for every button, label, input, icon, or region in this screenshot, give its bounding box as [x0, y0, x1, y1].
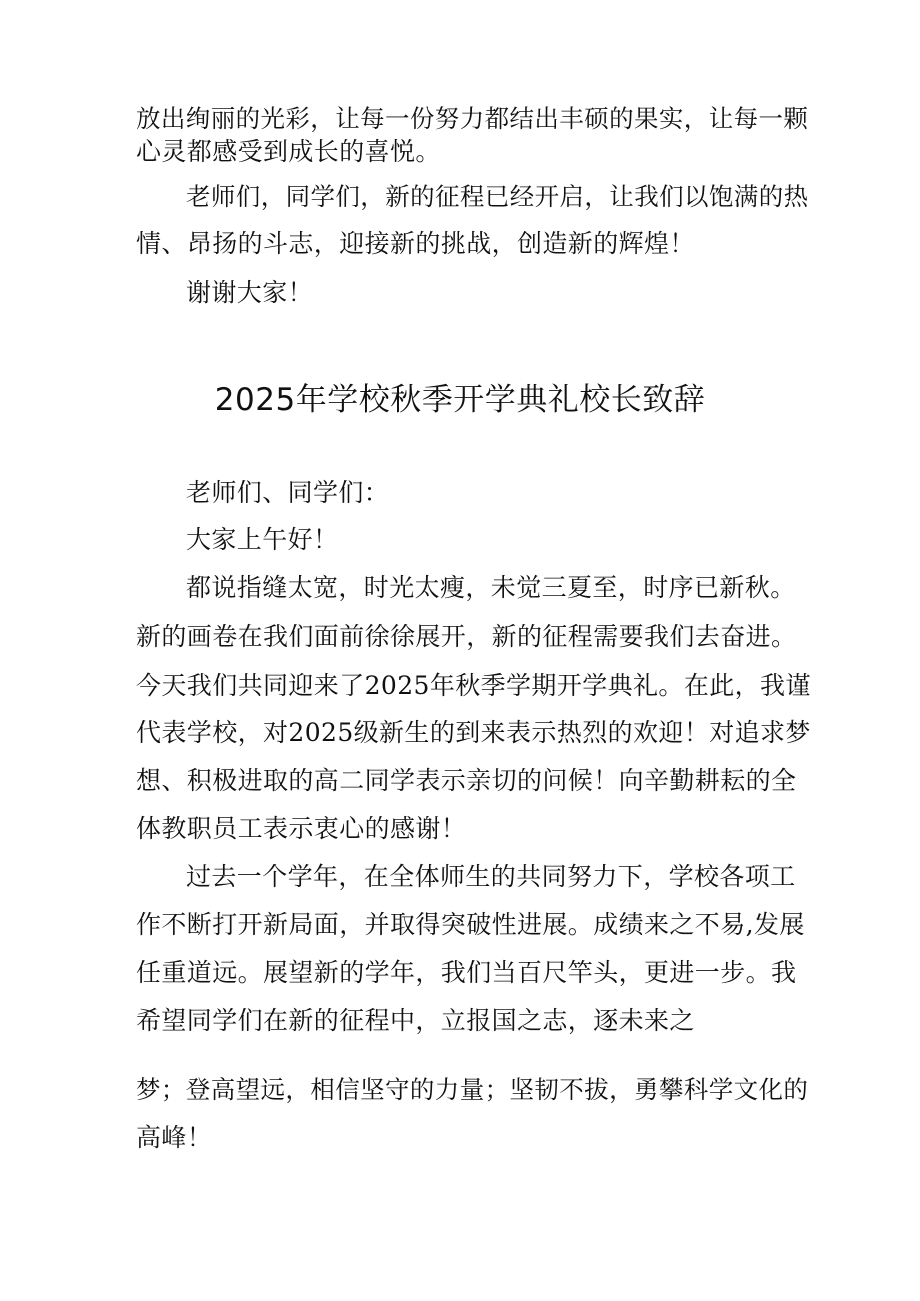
paragraph-line: 情、昂扬的斗志，迎接新的挑战，创造新的辉煌！	[136, 229, 695, 258]
paragraph-line: 过去一个学年，在全体师生的共同努力下，学校各项工	[186, 862, 796, 891]
paragraph-line: 老师们，同学们，新的征程已经开启，让我们以饱满的热	[186, 182, 809, 211]
paragraph-line: 希望同学们在新的征程中，立报国之志，逐未来之	[136, 1006, 695, 1035]
greeting: 大家上午好！	[186, 525, 339, 554]
closing-line: 谢谢大家！	[186, 278, 314, 307]
paragraph-line: 新的画卷在我们面前徐徐展开，新的征程需要我们去奋进。	[136, 622, 797, 651]
salutation: 老师们、同学们：	[186, 478, 390, 507]
paragraph-line: 今天我们共同迎来了2025年秋季学期开学典礼。在此，我谨	[136, 671, 811, 700]
paragraph-line: 都说指缝太宽，时光太瘦，未觉三夏至，时序已新秋。	[186, 573, 796, 602]
paragraph-line: 任重道远。展望新的学年，我们当百尺竿头，更进一步。我	[136, 958, 797, 987]
paragraph-line: 心灵都感受到成长的喜悦。	[136, 137, 441, 166]
speech-title: 2025年学校秋季开学典礼校长致辞	[214, 382, 706, 418]
paragraph-line: 放出绚丽的光彩，让每一份努力都结出丰硕的果实，让每一颗	[136, 104, 809, 133]
paragraph-line: 作不断打开新局面，并取得突破性进展。成绩来之不易,发展	[136, 910, 805, 939]
paragraph-line: 体教职员工表示衷心的感谢！	[136, 814, 467, 843]
paragraph-line: 高峰！	[136, 1123, 213, 1152]
paragraph-line: 代表学校，对2025级新生的到来表示热烈的欢迎！对追求梦	[136, 718, 811, 747]
paragraph-line: 梦；登高望远，相信坚守的力量；坚韧不拔，勇攀科学文化的	[136, 1075, 809, 1104]
paragraph-line: 想、积极进取的高二同学表示亲切的问候！向辛勤耕耘的全	[136, 766, 797, 795]
